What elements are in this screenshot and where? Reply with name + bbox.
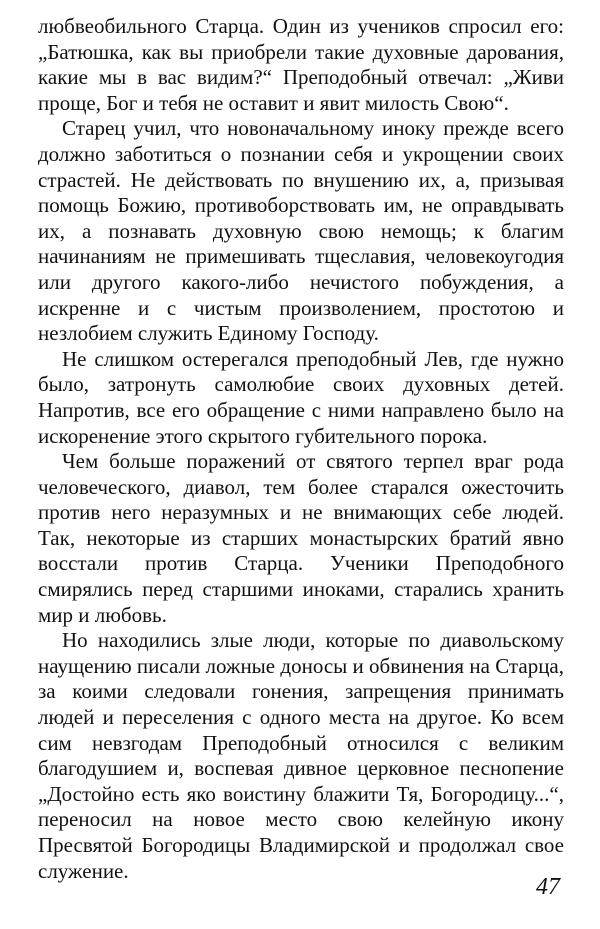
paragraph: Не слишком остерегался преподобный Лев, где нужно было, затронуть самолюбие своих духовных детей. Напротив, все его обращение с ними направлено было на искоренение этого скрытого губительного порока. — [38, 346, 564, 448]
page-body — [38, 14, 564, 884]
paragraph: Чем больше поражений от святого терпел враг рода человеческого, диавол, тем более старался ожесточить против него неразумных и не внимающих себе людей. Так, некоторые из старших монастырских братий явно восстали против Старца. Ученики Преподобного смирялись перед старшими иноками, старались хранить мир и любовь. — [38, 449, 564, 627]
paragraph: Но находились злые люди, которые по диавольскому наущению писали ложные доносы и обвинения на Старца, за коими следовали гонения, запрещения принимать людей и переселения с одного места на другое. Ко всем сим невзгодам Преподобный относился с великим благодушием и, воспевая дивное церковное песнопение „Достойно есть яко воистину блажити Тя, Богородицу...“, переносил на новое место свою келейную икону Пресвятой Богородицы Владимирской и продолжал свое служение. — [38, 628, 564, 883]
paragraph: Старец учил, что новоначальному иноку прежде всего должно заботиться о познании себя и укрощении своих страстей. Не действовать по внушению их, а, призывая помощь Божию, противоборствовать им, не оправдывать их, а познавать духовную свою немощь; к благим начинаниям не примешивать тщеславия, человекоугодия или другого какого-либо нечистого побуждения, а искренне и с чистым произволением, простотою и незлобием служить Единому Господу. — [38, 116, 564, 346]
paragraph-continuation: любвеобильного Старца. Один из учеников спросил его: „Батюшка, как вы приобрели такие духовные дарования, какие мы в вас видим?“ Преподобный отвечал: „Живи проще, Бог и тебя не оставит и явит милость Свою“. — [38, 14, 564, 115]
page-number: 47 — [536, 874, 560, 900]
